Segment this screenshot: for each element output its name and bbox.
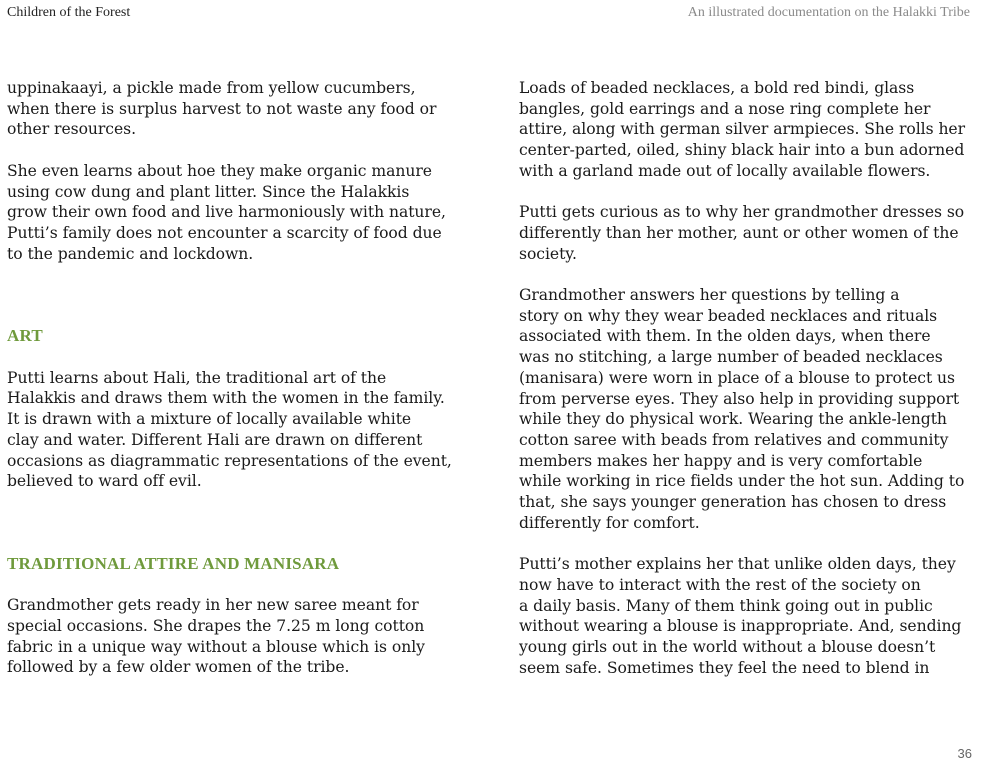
- left-column: [7, 78, 477, 678]
- paragraph-manure: She even learns about hoe they make organic manure using cow dung and plant litter. Since the Halakkis grow their own food and live harmoniously with nature, Putti’s family does not encounter a scarcity of food due to the pandemic and lockdown.: [7, 161, 446, 263]
- section-heading-attire: TRADITIONAL ATTIRE AND MANISARA: [7, 553, 340, 573]
- paragraph-mother: Putti’s mother explains her that unlike olden days, they now have to interact with the rest of the society on a daily basis. Many of them think going out in public without wearing a blouse is inappropriate. And, sending young girls out in the world without a blouse doesn’t seem safe. Sometimes they feel the need to blend in: [519, 555, 962, 677]
- book-subtitle: An illustrated documentation on the Halakki Tribe: [687, 5, 970, 20]
- page-number: 36: [957, 746, 972, 761]
- paragraph-pickle: uppinakaayi, a pickle made from yellow cucumbers, when there is surplus harvest to not waste any food or other resources.: [7, 79, 437, 139]
- paragraph-hali: Putti learns about Hali, the traditional art of the Halakkis and draws them with the women in the family. It is drawn with a mixture of locally available white clay and water. Different Hali are drawn on different occasions as diagrammatic representations of the event, believed to ward off evil.: [7, 368, 452, 491]
- section-heading-art: ART: [7, 326, 43, 346]
- paragraph-curious: Putti gets curious as to why her grandmother dresses so differently than her mother, aunt or other women of the society.: [519, 203, 965, 263]
- book-title: Children of the Forest: [7, 5, 131, 20]
- right-column: [519, 78, 989, 678]
- paragraph-saree: Grandmother gets ready in her new saree meant for special occasions. She drapes the 7.25 m long cotton fabric in a unique way without a blouse which is only followed by a few older women of the tribe.: [7, 596, 425, 677]
- paragraph-story: Grandmother answers her questions by telling a story on why they wear beaded necklaces and rituals associated with them. In the olden days, when there was no stitching, a large number of beaded necklaces (manisara) were worn in place of a blouse to protect us from perverse eyes. They also help in providing support while they do physical work. Wearing the ankle-length cotton saree with beads from relatives and community members makes her happy and is very comfortable while working in rice fields under the hot sun. Adding to that, she says younger generation has chosen to dress differently for comfort.: [519, 286, 965, 532]
- paragraph-necklaces: Loads of beaded necklaces, a bold red bindi, glass bangles, gold earrings and a nose ring complete her attire, along with german silver armpieces. She rolls her center-parted, oiled, shiny black hair into a bun adorned with a garland made out of locally available flowers.: [519, 79, 966, 180]
